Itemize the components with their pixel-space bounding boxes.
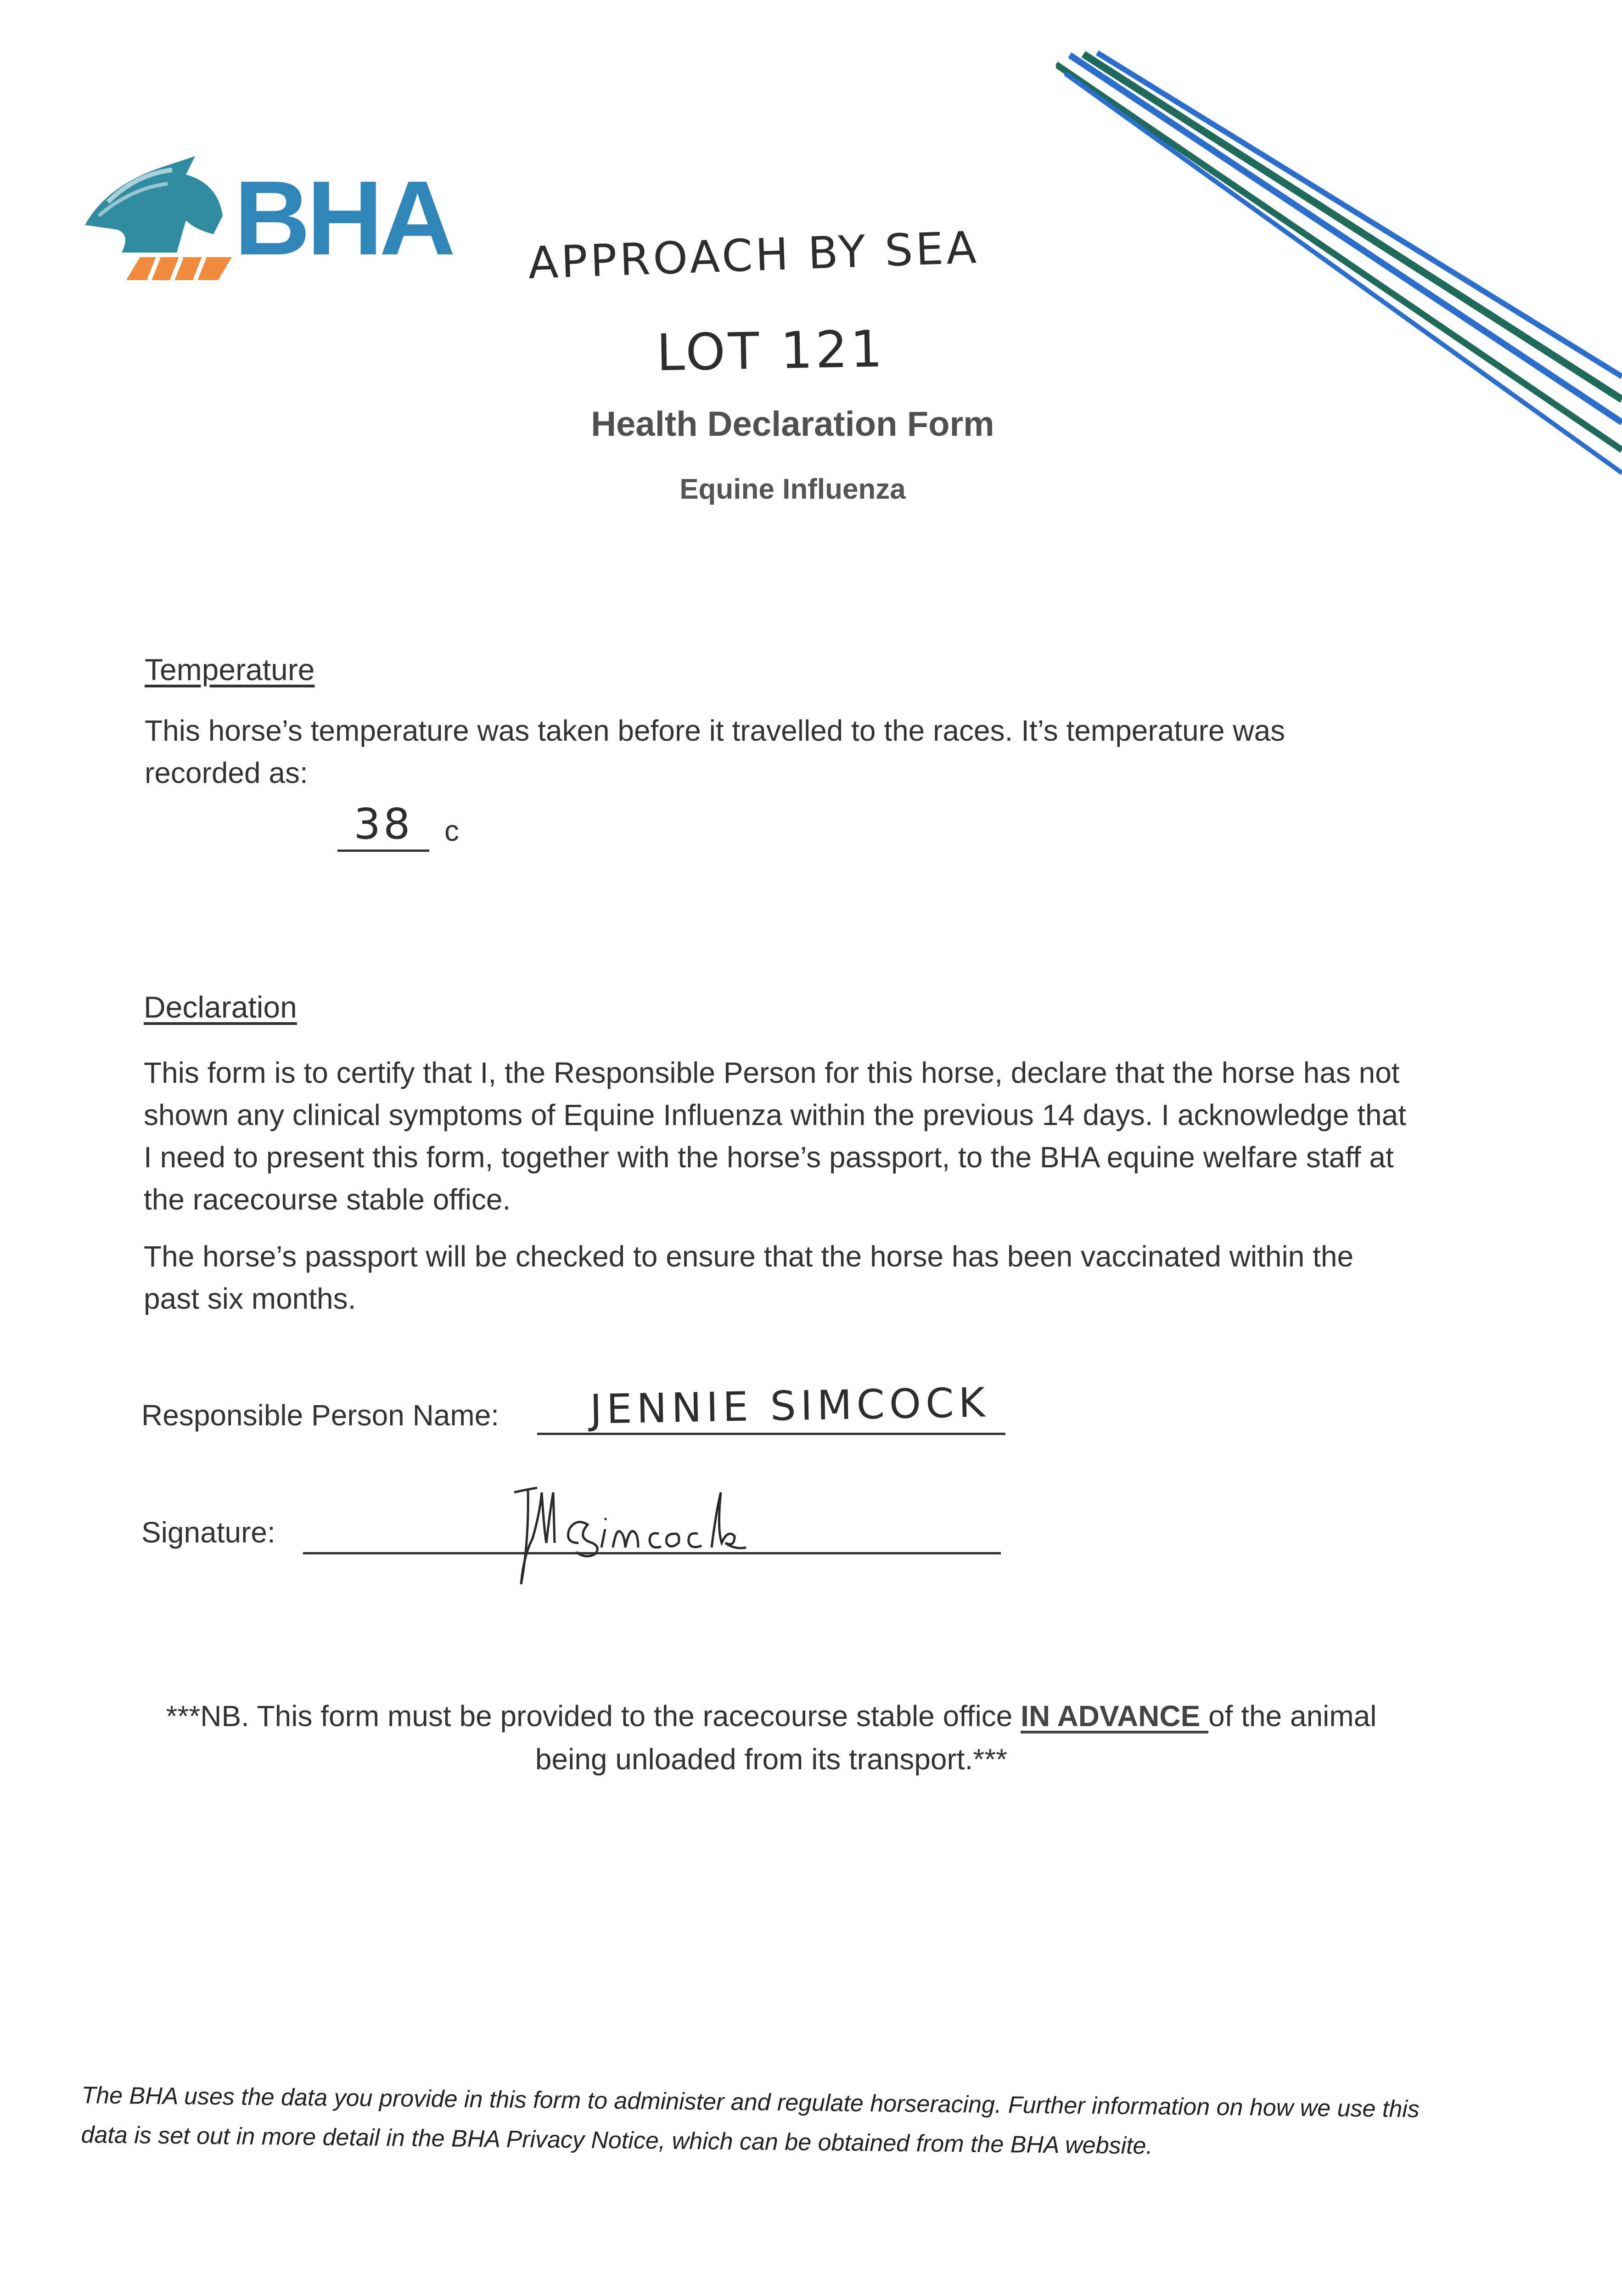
name-label: Responsible Person Name: bbox=[141, 1399, 500, 1432]
form-subtitle: Equine Influenza bbox=[679, 473, 906, 505]
signature-label: Signature: bbox=[141, 1516, 275, 1549]
logo-text: BHA bbox=[234, 159, 452, 277]
privacy-notice: The BHA uses the data you provide in this form to administer and regulate horseracing. Further information on how we use this data is set out in more detail in the BHA Privacy Notice, which can be obtained from the BHA website. bbox=[81, 2082, 1420, 2160]
advance-notice bbox=[156, 1694, 1386, 1781]
signature-image bbox=[496, 1474, 817, 1603]
temperature-value: 38 bbox=[354, 799, 413, 849]
notice-suffix: of the animal being unloaded from its transport.*** bbox=[535, 1699, 1377, 1776]
name-value: JENNIE SIMCOCK bbox=[589, 1379, 990, 1433]
temperature-heading: Temperature bbox=[145, 653, 315, 687]
temperature-field[interactable] bbox=[337, 799, 429, 852]
declaration-paragraph-1: This form is to certify that I, the Responsible Person for this horse, declare that the horse has not shown any clinical symptoms of Equine Influenza within the previous 14 days. I acknowledge that I need to present this form, together with the horse’s passport, to the BHA equine welfare staff at the racecourse stable office. bbox=[144, 1056, 1406, 1216]
temperature-text: This horse’s temperature was taken before it travelled to the races. It’s temperature was recorded as: bbox=[145, 714, 1285, 789]
declaration-heading: Declaration bbox=[144, 990, 297, 1024]
form-title: Health Declaration Form bbox=[591, 405, 994, 444]
handwritten-horse-name: APPROACH BY SEA bbox=[527, 221, 980, 289]
horse-head-icon bbox=[85, 156, 232, 280]
temperature-unit: c bbox=[444, 814, 459, 847]
name-field[interactable] bbox=[537, 1433, 1005, 1435]
handwritten-lot-number: LOT 121 bbox=[656, 319, 886, 383]
notice-prefix: ***NB. This form must be provided to the racecourse stable office bbox=[166, 1699, 1021, 1733]
declaration-paragraph-2: The horse’s passport will be checked to ensure that the horse has been vaccinated within the past six months. bbox=[144, 1240, 1354, 1315]
notice-emphasis: IN ADVANCE bbox=[1021, 1699, 1209, 1733]
